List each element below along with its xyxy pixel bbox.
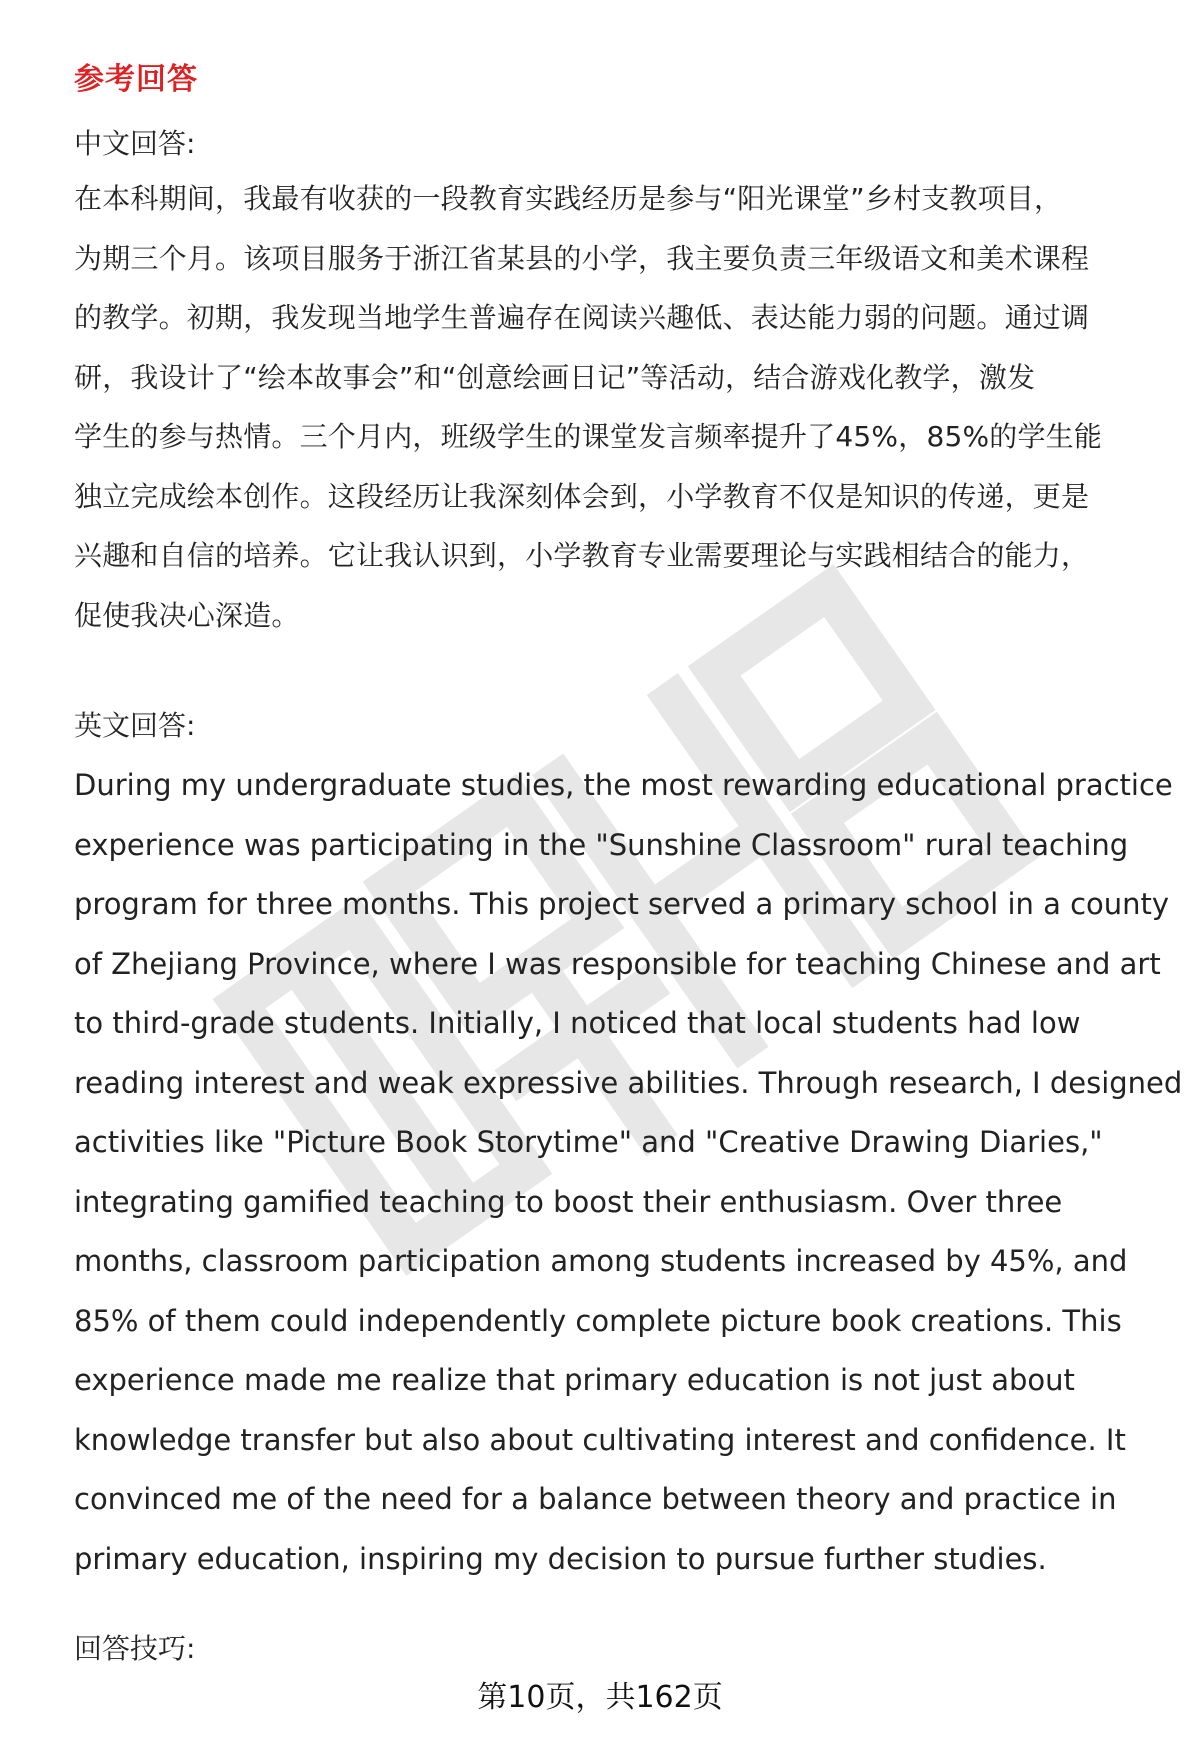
chinese-answer-body bbox=[74, 169, 1154, 645]
paragraph-line: experience made me realize that primary education is not just about bbox=[74, 1363, 1075, 1397]
paragraph-line: months, classroom participation among students increased by 45%, and bbox=[74, 1244, 1128, 1278]
paragraph-line: activities like "Picture Book Storytime" and "Creative Drawing Diaries," bbox=[74, 1125, 1103, 1159]
paragraph-line: experience was participating in the "Sunshine Classroom" rural teaching bbox=[74, 827, 1129, 862]
paragraph-line: 85% of them could independently complete picture book creations. This bbox=[74, 1303, 1122, 1338]
paragraph-line: 在本科期间，我最有收获的一段教育实践经历是参与“阳光课堂”乡村支教项目， bbox=[74, 182, 1063, 215]
paragraph-line: During my undergraduate studies, the most rewarding educational practice bbox=[74, 768, 1173, 802]
paragraph-line: 学生的参与热情。三个月内，班级学生的课堂发言频率提升了45%，85%的学生能 bbox=[74, 420, 1103, 453]
page-number-footer: 第10页，共162页 bbox=[477, 1680, 723, 1715]
paragraph-line: 独立完成绘本创作。这段经历让我深刻体会到，小学教育不仅是知识的传递，更是 bbox=[74, 479, 1090, 513]
paragraph-line: knowledge transfer but also about cultivating interest and confidence. It bbox=[74, 1422, 1126, 1457]
paragraph-line: convinced me of the need for a balance between theory and practice in bbox=[74, 1482, 1117, 1516]
paragraph-line: of Zhejiang Province, where I was responsible for teaching Chinese and art bbox=[74, 946, 1161, 981]
answer-tips-label: 回答技巧: bbox=[74, 1632, 196, 1665]
chinese-answer-label: 中文回答: bbox=[74, 127, 196, 160]
paragraph-line: reading interest and weak expressive abilities. Through research, I designed bbox=[74, 1065, 1183, 1100]
paragraph-line: integrating gamified teaching to boost their enthusiasm. Over three bbox=[74, 1184, 1063, 1219]
paragraph-line: primary education, inspiring my decision to pursue further studies. bbox=[74, 1541, 1047, 1576]
english-answer-label: 英文回答: bbox=[74, 709, 196, 742]
paragraph-line: to third-grade students. Initially, I noticed that local students had low bbox=[74, 1006, 1081, 1040]
paragraph-line: 兴趣和自信的培养。它让我认识到，小学教育专业需要理论与实践相结合的能力， bbox=[74, 539, 1090, 572]
paragraph-line: 研，我设计了“绘本故事会”和“创意绘画日记”等活动，结合游戏化教学，激发 bbox=[74, 360, 1036, 394]
paragraph-line: program for three months. This project served a primary school in a county bbox=[74, 887, 1170, 921]
english-answer-body bbox=[74, 756, 1183, 1589]
paragraph-line: 的教学。初期，我发现当地学生普遍存在阅读兴趣低、表达能力弱的问题。通过调 bbox=[74, 301, 1090, 334]
answer-heading: 参考回答 bbox=[74, 62, 198, 97]
paragraph-line: 促使我决心深造。 bbox=[74, 598, 300, 632]
paragraph-line: 为期三个月。该项目服务于浙江省某县的小学，我主要负责三年级语文和美术课程 bbox=[74, 241, 1090, 275]
